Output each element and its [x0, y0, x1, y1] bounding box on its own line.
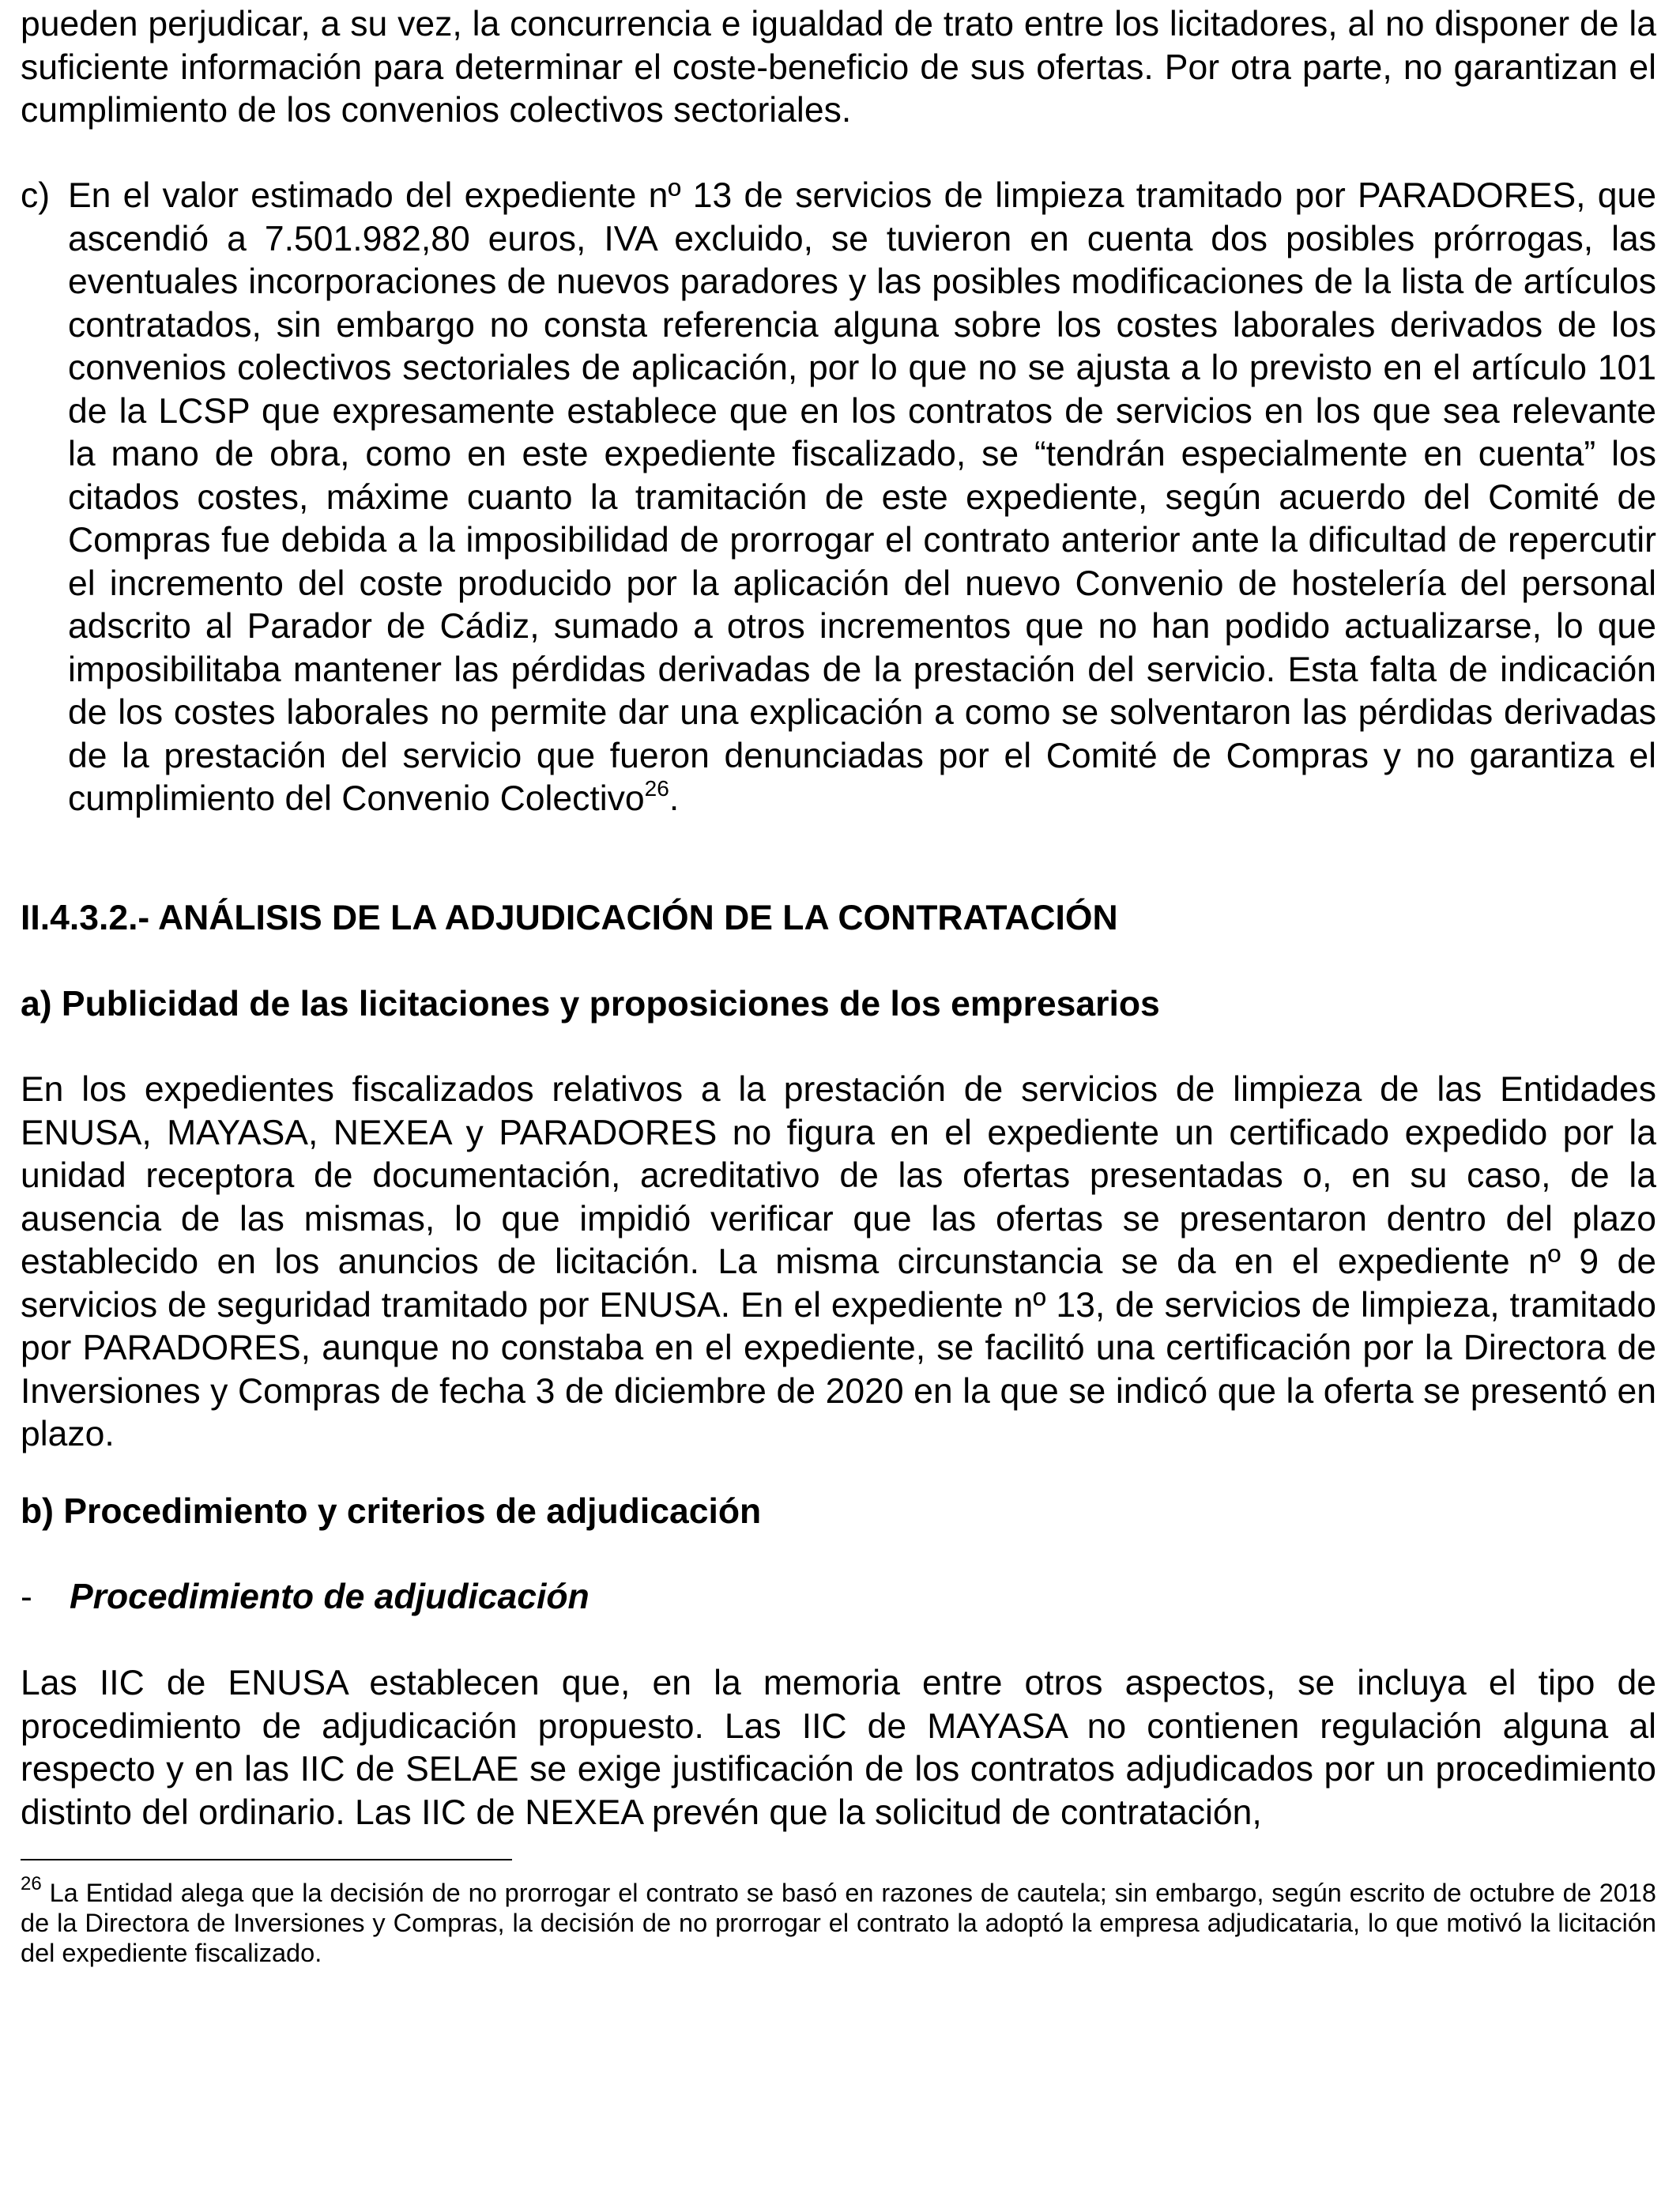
paragraph-b: Las IIC de ENUSA establecen que, en la memoria entre otros aspectos, se incluya el tipo de procedimiento de adjudicación propuesto. Las IIC de MAYASA no contienen regulación alguna al respecto y en las IIC de SELAE se exige justificación de los contratos adjudicados por un procedimiento distinto del ordinario. Las IIC de NEXEA prevén que la solicitud de contratación,	[21, 1664, 1656, 1832]
bullet-dash: -	[21, 1578, 32, 1616]
footnote-number: 26	[21, 1873, 42, 1895]
subheading-a: a) Publicidad de las licitaciones y proposiciones de los empresarios	[21, 985, 1160, 1023]
item-c-paragraph	[68, 175, 1656, 821]
footnote-26	[21, 1873, 1656, 1968]
intro-paragraph: pueden perjudicar, a su vez, la concurrencia e igualdad de trato entre los licitadores, al no disponer de la suficiente información para determinar el coste-beneficio de sus ofertas. Por otra parte, no garantizan el cumplimiento de los convenios colectivos sectoriales.	[21, 5, 1656, 130]
paragraph-a: En los expedientes fiscalizados relativos a la prestación de servicios de limpieza de las Entidades ENUSA, MAYASA, NEXEA y PARADORES no figura en el expediente un certificado expedido por la unidad receptora de documentación, acreditativo de las ofertas presentadas o, en su caso, de la ausencia de las mismas, lo que impidió verificar que las ofertas se presentaron dentro del plazo establecido en los anuncios de licitación. La misma circunstancia se da en el expediente nº 9 de servicios de seguridad tramitado por ENUSA. En el expediente nº 13, de servicios de limpieza, tramitado por PARADORES, aunque no constaba en el expediente, se facilitó una certificación por la Directora de Inversiones y Compras de fecha 3 de diciembre de 2020 en la que se indicó que la oferta se presentó en plazo.	[21, 1070, 1656, 1453]
item-c-label: c)	[21, 176, 51, 215]
section-heading: II.4.3.2.- ANÁLISIS DE LA ADJUDICACIÓN DE LA CONTRATACIÓN	[21, 899, 1118, 937]
footnote-ref-26[interactable]: 26	[644, 776, 669, 801]
item-c-text: En el valor estimado del expediente nº 13 de servicios de limpieza tramitado por PARADORES, que ascendió a 7.501.982,80 euros, IVA excluido, se tuvieron en cuenta dos posibles prórrogas, las eventuales incorporaciones de nuevos paradores y las posibles modificaciones de la lista de artículos contratados, sin embargo no consta referencia alguna sobre los costes laborales derivados de los convenios colectivos sectoriales de aplicación, por lo que no se ajusta a lo previsto en el artículo 101 de la LCSP que expresamente establece que en los contratos de servicios en los que sea relevante la mano de obra, como en este expediente fiscalizado, se “tendrán especialmente en cuenta” los citados costes, máxime cuanto la tramitación de este expediente, según acuerdo del Comité de Compras fue debida a la imposibilidad de prorrogar el contrato anterior ante la dificultad de repercutir el incremento del coste producido por la aplicación del nuevo Convenio de hostelería del personal adscrito al Parador de Cádiz, sumado a otros incrementos que no han podido actualizarse, lo que imposibilitaba mantener las pérdidas derivadas de la prestación del servicio. Esta falta de indicación de los costes laborales no permite dar una explicación a como se solventaron las pérdidas derivadas de la prestación del servicio que fueron denunciadas por el Comité de Compras y no garantiza el cumplimiento del Convenio Colectivo	[68, 176, 1656, 818]
bullet-title: Procedimiento de adjudicación	[70, 1578, 590, 1616]
subheading-b: b) Procedimiento y criterios de adjudicación	[21, 1492, 762, 1531]
bullet-procedimiento	[21, 1576, 1656, 1619]
footnote-separator	[21, 1859, 512, 1860]
item-c-end: .	[669, 779, 680, 818]
footnote-text: La Entidad alega que la decisión de no prorrogar el contrato se basó en razones de cautela; sin embargo, según escrito de octubre de 2018 de la Directora de Inversiones y Compras, la decisión de no prorrogar el contrato la adoptó la empresa adjudicataria, lo que motivó la licitación del expediente fiscalizado.	[21, 1879, 1656, 1967]
